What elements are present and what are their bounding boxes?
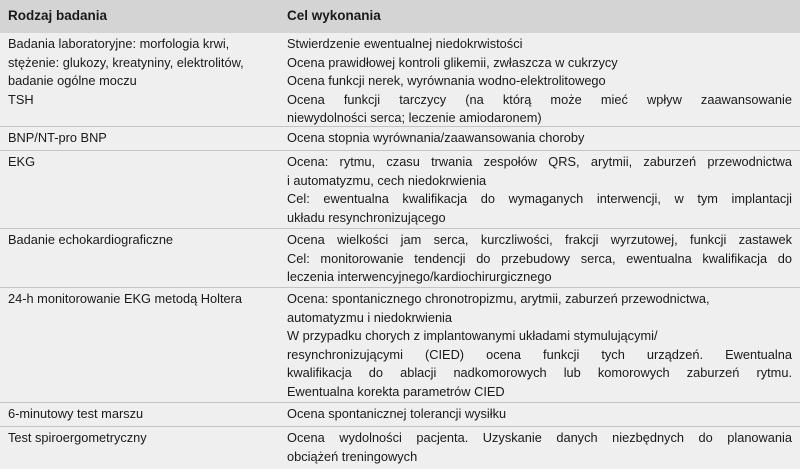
examination-type-cell	[8, 35, 278, 109]
cell-line: Ocena prawidłowej kontroli glikemii, zwłaszcza w cukrzycy	[287, 54, 618, 70]
cell-line: badanie ogólne moczu	[8, 73, 137, 89]
purpose-cell	[287, 153, 792, 227]
table-row	[0, 229, 800, 288]
examination-type-cell	[8, 153, 278, 172]
cell-line: Cel: ewentualna kwalifikacja do wymaganych interwencji, w tym implantacji	[287, 191, 792, 207]
examination-type-cell	[8, 129, 278, 148]
cell-line: BNP/NT-pro BNP	[8, 130, 107, 145]
cell-line: EKG	[8, 154, 36, 169]
table-row	[0, 427, 800, 469]
table-row	[0, 403, 800, 427]
cell-line: Stwierdzenie ewentualnej niedokrwistości	[287, 36, 523, 51]
header-purpose: Cel wykonania	[287, 8, 381, 23]
cell-line: Test spiroergometryczny	[8, 430, 147, 445]
cell-line: niewydolności serca; leczenie amiodaronem)	[287, 110, 542, 126]
cell-line: Ocena: spontanicznego chronotropizmu, arytmii, zaburzeń przewodnictwa,	[287, 291, 710, 306]
cell-line: kwalifikacja do ablacji nadkomorowych lub komorowych zaburzeń rytmu.	[287, 365, 792, 381]
table-row	[0, 127, 800, 151]
purpose-cell	[287, 231, 792, 287]
examination-type-cell	[8, 405, 278, 424]
cell-line: Cel: monitorowanie tendencji do przebudowy serca, ewentualna kwalifikacja do	[287, 250, 792, 266]
examination-type-cell	[8, 231, 278, 250]
header-examination-type: Rodzaj badania	[8, 8, 108, 23]
cell-line: Badanie echokardiograficzne	[8, 232, 174, 247]
purpose-cell	[287, 405, 792, 424]
cell-line: automatyzmu i niedokrwienia	[287, 309, 453, 325]
table-header	[0, 0, 800, 33]
cell-line: Ocena wydolności pacjenta. Uzyskanie danych niezbędnych do planowania	[287, 430, 792, 445]
cell-line: obciążeń treningowych	[287, 448, 418, 464]
cell-line: Ewentualna korekta parametrów CIED	[287, 383, 505, 399]
cell-line: Badania laboratoryjne: morfologia krwi,	[8, 36, 230, 51]
cell-line: Ocena spontanicznej tolerancji wysiłku	[287, 406, 507, 421]
table-row	[0, 33, 800, 127]
cell-line: Ocena funkcji nerek, wyrównania wodno-elektrolitowego	[287, 73, 606, 89]
table-row	[0, 151, 800, 229]
cell-line: stężenie: glukozy, kreatyniny, elektrolitów,	[8, 54, 244, 70]
cell-line: Ocena funkcji tarczycy (na którą może mieć wpływ zaawansowanie	[287, 91, 792, 107]
cell-line: leczenia interwencyjnego/kardiochirurgicznego	[287, 269, 552, 285]
examination-type-cell	[8, 290, 278, 309]
examination-type-cell	[8, 429, 278, 448]
cell-line: 6-minutowy test marszu	[8, 406, 144, 421]
table-row	[0, 288, 800, 403]
cell-line: i automatyzmu, cech niedokrwienia	[287, 172, 487, 188]
cell-line: Ocena: rytmu, czasu trwania zespołów QRS, arytmii, zaburzeń przewodnictwa	[287, 154, 792, 169]
purpose-cell	[287, 129, 792, 148]
cell-line: TSH	[8, 91, 34, 107]
purpose-cell	[287, 290, 792, 402]
cell-line: 24-h monitorowanie EKG metodą Holtera	[8, 291, 243, 306]
purpose-cell	[287, 429, 792, 466]
cell-line: układu resynchronizującego	[287, 209, 446, 225]
cell-line: W przypadku chorych z implantowanymi układami stymulującymi/	[287, 328, 658, 344]
cell-line: Ocena wielkości jam serca, kurczliwości, frakcji wyrzutowej, funkcji zastawek	[287, 232, 792, 247]
purpose-cell	[287, 35, 792, 128]
cell-line: resynchronizującymi (CIED) ocena funkcji tych urządzeń. Ewentualna	[287, 346, 792, 362]
cell-line: Ocena stopnia wyrównania/zaawansowania choroby	[287, 130, 585, 145]
